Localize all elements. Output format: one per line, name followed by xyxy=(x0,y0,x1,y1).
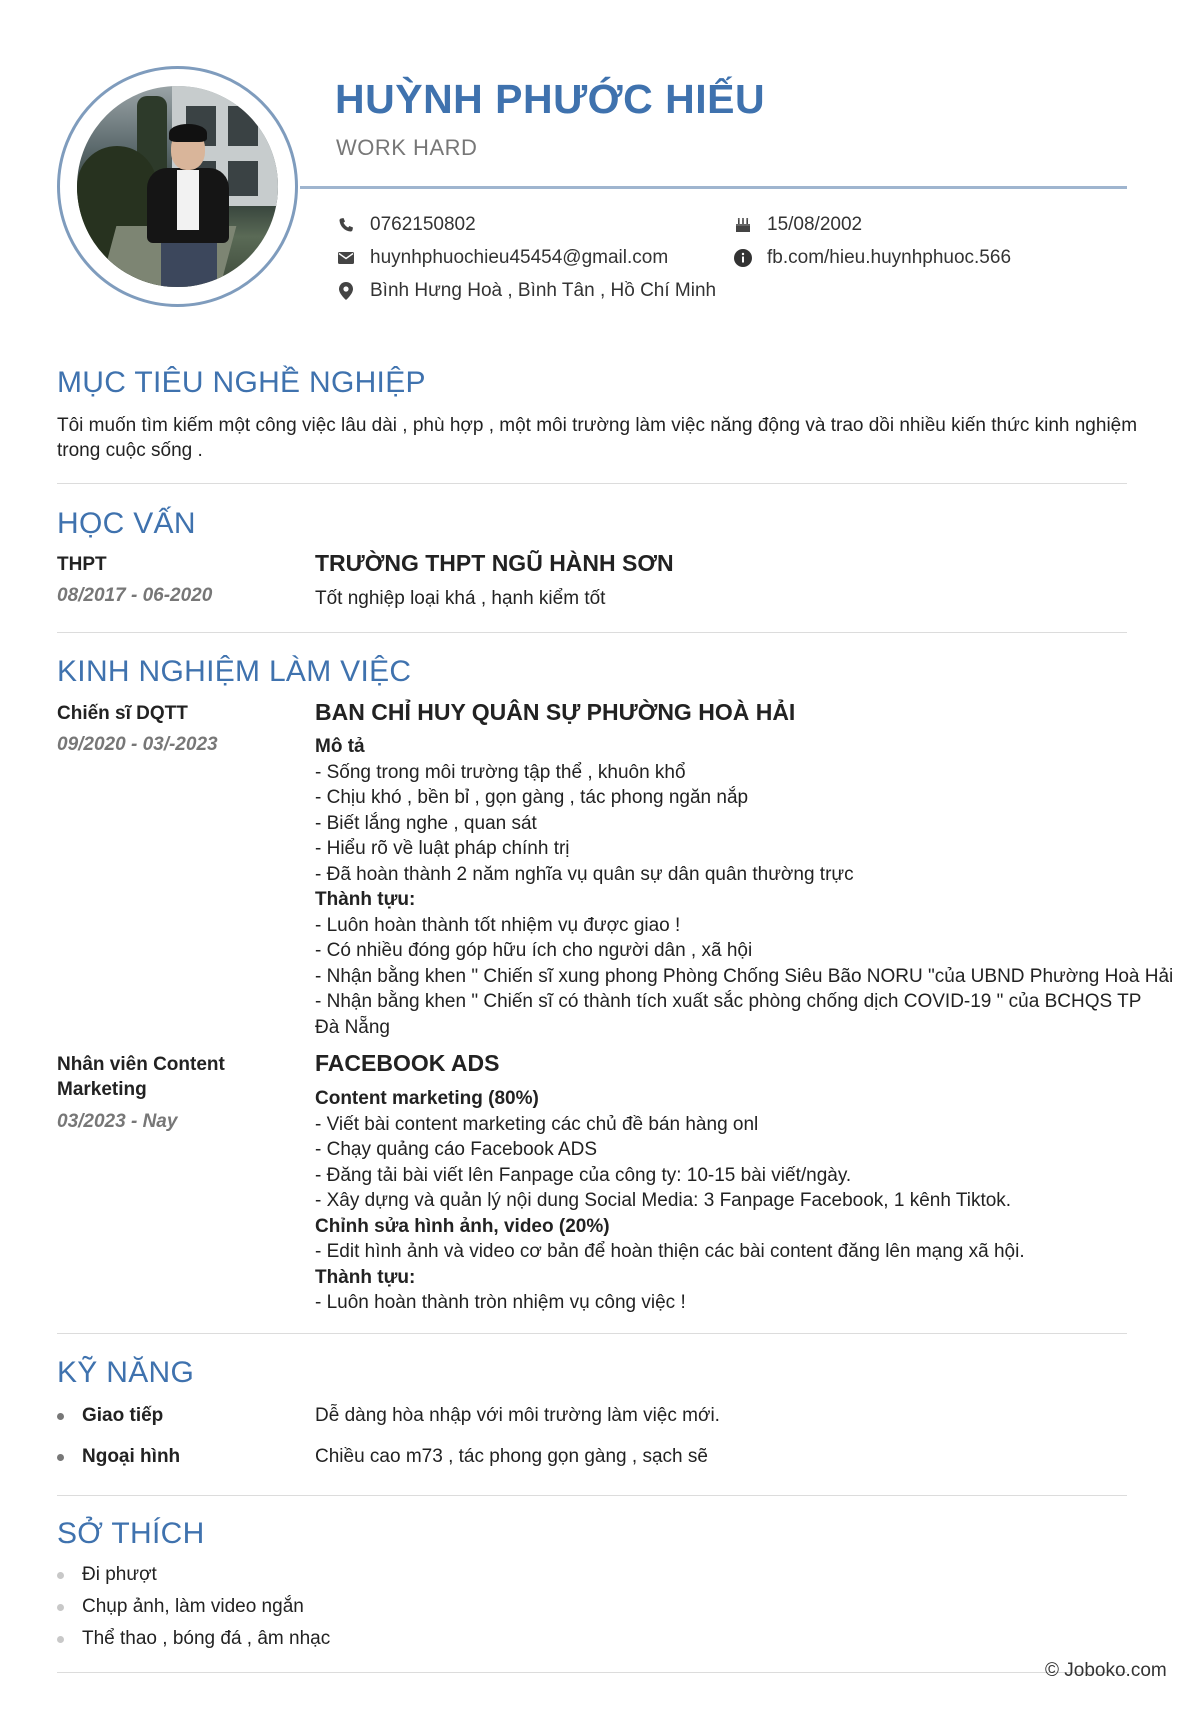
address: Bình Hưng Hoà , Bình Tân , Hồ Chí Minh xyxy=(370,280,717,301)
education-detail: Tốt nghiệp loại khá , hạnh kiểm tốt xyxy=(315,588,606,609)
hobby-item xyxy=(57,1596,304,1618)
birthday-cake-icon xyxy=(733,215,753,235)
job-subheading: Content marketing (80%) xyxy=(315,1088,539,1109)
job-subheading: Chỉnh sửa hình ảnh, video (20%) xyxy=(315,1215,610,1237)
bullet xyxy=(57,1636,64,1643)
email-icon xyxy=(336,248,356,268)
job-organization: FACEBOOK ADS xyxy=(315,1050,500,1076)
contact-phone xyxy=(336,214,476,236)
list-item: - Sống trong môi trường tập thể , khuôn khổ xyxy=(315,761,686,783)
job-dates: 03/2023 - Nay xyxy=(57,1111,178,1132)
job-subheading: Thành tựu: xyxy=(315,889,416,910)
bullet xyxy=(57,1413,64,1420)
info-icon xyxy=(733,248,753,268)
birthday: 15/08/2002 xyxy=(767,214,863,235)
skill-description: Dễ dàng hòa nhập với môi trường làm việc mới. xyxy=(315,1405,720,1426)
list-item: - Đã hoàn thành 2 năm nghĩa vụ quân sự dân quân thường trực xyxy=(315,863,854,885)
section-title-experience: KINH NGHIỆM LÀM VIỆC xyxy=(57,655,412,688)
list-item: - Chạy quảng cáo Facebook ADS xyxy=(315,1139,598,1160)
skill-item xyxy=(57,1446,180,1468)
list-item: - Biết lắng nghe , quan sát xyxy=(315,812,537,834)
list-item: Đà Nẵng xyxy=(315,1016,390,1038)
contact-address xyxy=(336,280,716,302)
hobby-item xyxy=(57,1564,157,1586)
skill-name: Ngoại hình xyxy=(82,1446,181,1467)
bullet xyxy=(57,1604,64,1611)
job-role-line2: Marketing xyxy=(57,1079,147,1100)
list-item: - Đăng tải bài viết lên Fanpage của công ty: 10-15 bài viết/ngày. xyxy=(315,1164,852,1186)
list-item: - Nhận bằng khen " Chiến sĩ có thành tích xuất sắc phòng chống dịch COVID-19 " của BCHQS TP xyxy=(315,991,1142,1012)
section-title-skills: KỸ NĂNG xyxy=(57,1356,195,1389)
facebook-link[interactable]: fb.com/hieu.huynhphuoc.566 xyxy=(767,247,1012,268)
skill-description: Chiều cao m73 , tác phong gọn gàng , sạch sẽ xyxy=(315,1446,708,1467)
job-role: Chiến sĩ DQTT xyxy=(57,703,188,724)
email-address: huynhphuochieu45454@gmail.com xyxy=(370,247,669,268)
list-item: - Viết bài content marketing các chủ đề bán hàng onl xyxy=(315,1113,759,1135)
job-subheading: Thành tựu: xyxy=(315,1266,416,1288)
contact-facebook xyxy=(733,247,1011,269)
list-item: - Chịu khó , bền bỉ , gọn gàng , tác phong ngăn nắp xyxy=(315,787,749,808)
contact-email xyxy=(336,247,668,269)
list-item: - Có nhiều đóng góp hữu ích cho người dân , xã hội xyxy=(315,940,753,961)
objective-text-line1: Tôi muốn tìm kiếm một công việc lâu dài , phù hợp , một môi trường làm việc năng động và trao dồi nhiều kiến thức kinh nghiệm xyxy=(57,415,1138,436)
section-divider xyxy=(57,1672,1127,1673)
education-dates: 08/2017 - 06-2020 xyxy=(57,585,213,606)
hobby-label: Đi phượt xyxy=(82,1564,157,1585)
hobby-label: Chụp ảnh, làm video ngắn xyxy=(82,1596,304,1617)
job-subheading: Mô tả xyxy=(315,736,365,757)
objective-text-line2: trong cuộc sống . xyxy=(57,440,203,461)
candidate-name: HUỲNH PHƯỚC HIẾU xyxy=(335,76,766,122)
phone-icon xyxy=(336,215,356,235)
bullet xyxy=(57,1572,64,1579)
list-item: - Xây dựng và quản lý nội dung Social Media: 3 Fanpage Facebook, 1 kênh Tiktok. xyxy=(315,1190,1012,1211)
footer-credit: © Joboko.com xyxy=(1045,1660,1167,1681)
job-organization: BAN CHỈ HUY QUÂN SỰ PHƯỜNG HOÀ HẢI xyxy=(315,699,796,725)
tagline: WORK HARD xyxy=(336,135,478,160)
section-divider xyxy=(57,1333,1127,1334)
skill-name: Giao tiếp xyxy=(82,1405,164,1426)
education-level: THPT xyxy=(57,554,107,575)
section-title-hobbies: SỞ THÍCH xyxy=(57,1517,205,1550)
list-item: - Hiểu rõ về luật pháp chính trị xyxy=(315,838,570,859)
job-description xyxy=(315,1086,1135,1316)
school-name: TRƯỜNG THPT NGŨ HÀNH SƠN xyxy=(315,550,674,576)
job-role-line1: Nhân viên Content xyxy=(57,1054,225,1075)
section-divider xyxy=(57,483,1127,484)
avatar-frame xyxy=(57,66,298,307)
section-divider xyxy=(57,632,1127,633)
hobby-label: Thể thao , bóng đá , âm nhạc xyxy=(82,1628,331,1649)
hobby-item xyxy=(57,1628,330,1650)
list-item: - Luôn hoàn thành tròn nhiệm vụ công việc ! xyxy=(315,1292,686,1313)
list-item: - Edit hình ảnh và video cơ bản để hoàn thiện các bài content đăng lên mạng xã hội. xyxy=(315,1241,1025,1262)
location-pin-icon xyxy=(336,281,356,301)
bullet xyxy=(57,1454,64,1461)
header-divider xyxy=(300,186,1127,189)
job-description xyxy=(315,734,1174,1040)
list-item: - Luôn hoàn thành tốt nhiệm vụ được giao ! xyxy=(315,914,681,936)
contact-birthday xyxy=(733,214,862,236)
job-dates: 09/2020 - 03/-2023 xyxy=(57,734,218,755)
section-divider xyxy=(57,1495,1127,1496)
list-item: - Nhận bằng khen " Chiến sĩ xung phong Phòng Chống Siêu Bão NORU "của UBND Phường Hoà Hải xyxy=(315,965,1174,987)
section-title-education: HỌC VẤN xyxy=(57,507,196,540)
phone-number: 0762150802 xyxy=(370,214,476,235)
section-title-objective: MỤC TIÊU NGHỀ NGHIỆP xyxy=(57,366,426,399)
avatar xyxy=(77,86,278,287)
skill-item xyxy=(57,1405,163,1427)
